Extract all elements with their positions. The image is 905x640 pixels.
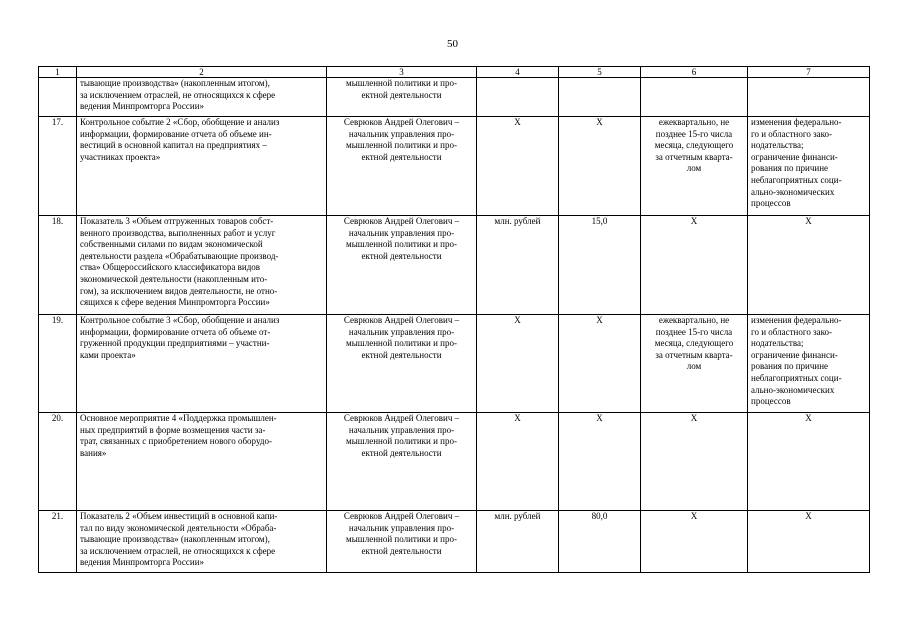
row-responsible: Севрюков Андрей Олегович – начальник управления про- мышленной политики и про- ектной деятельности — [343, 413, 460, 458]
row-unit: Х — [477, 413, 559, 511]
header-cell: 5 — [559, 67, 641, 78]
header-cell: 7 — [748, 67, 870, 78]
row-number: 21. — [39, 511, 77, 573]
row-unit: млн. рублей — [477, 511, 559, 573]
row-responsible: Севрюков Андрей Олегович – начальник управления про- мышленной политики и про- ектной деятельности — [343, 315, 460, 360]
row-responsible: мышленной политики и про- ектной деятельности — [346, 78, 457, 100]
row-period: ежеквартально, не позднее 15-го числа месяца, следующего за отчетным кварта- лом — [654, 315, 734, 372]
row-description: Основное мероприятие 4 «Поддержка промышлен- ных предприятий в форме возмещения части за- трат, связанных с приобретением нового оборудо- вания» — [80, 413, 277, 458]
row-number: 20. — [39, 413, 77, 511]
row-risk: Х — [805, 216, 812, 226]
row-responsible: Севрюков Андрей Олегович – начальник управления про- мышленной политики и про- ектной деятельности — [343, 511, 460, 556]
row-period: Х — [690, 413, 698, 423]
row-value — [559, 78, 641, 117]
row-description: Показатель 2 «Объем инвестиций в основной капи- тал по виду экономической деятельности «Обраба- тывающие производства» (накопленным итогом), за исключением отраслей, не относящихся к сфере ведения Минпромторга России» — [80, 511, 278, 568]
table-row — [39, 315, 870, 413]
row-description: Контрольное событие 2 «Сбор, обобщение и анализ информации, формирование отчета об объеме ин- вестиций в основной капитал на предприятиях – участниках проекта» — [80, 117, 280, 162]
header-row — [39, 67, 870, 78]
row-value: 80,0 — [559, 511, 641, 573]
measures-table — [38, 66, 870, 573]
table-row — [39, 511, 870, 573]
row-value: Х — [559, 315, 641, 413]
row-number: 18. — [39, 216, 77, 315]
row-responsible: Севрюков Андрей Олегович – начальник управления про- мышленной политики и про- ектной деятельности — [343, 117, 460, 162]
row-description: Показатель 3 «Объем отгруженных товаров собст- венного производства, выполненных работ и услуг собственными силами по видам экономической деятельности раздела «Обрабатывающие производ- ства» Общероссийского классификатора видов экономической деятельности (накопленным ито- гом), за исключением видов деятельности, не отно- сящихся к сфере ведения Минпромторга России» — [80, 216, 279, 308]
header-cell: 3 — [327, 67, 477, 78]
row-description: Контрольное событие 3 «Сбор, обобщение и анализ информации, формирование отчета об объеме от- груженной продукции предприятиями – участни- ками проекта» — [80, 315, 280, 360]
row-value: Х — [559, 117, 641, 216]
page-number: 50 — [447, 38, 458, 50]
row-period: Х — [690, 511, 698, 521]
header-cell: 2 — [77, 67, 327, 78]
row-unit: Х — [477, 315, 559, 413]
row-value: Х — [559, 413, 641, 511]
row-number — [39, 78, 77, 117]
row-risk: изменения федерально- го и областного зако- нодательства; ограничение финанси- рования по причине неблагоприятных соци- ально-экономических процессов — [751, 315, 842, 407]
row-responsible: Севрюков Андрей Олегович – начальник управления про- мышленной политики и про- ектной деятельности — [343, 216, 460, 261]
row-number: 19. — [39, 315, 77, 413]
row-risk: изменения федерально- го и областного зако- нодательства; ограничение финанси- рования по причине неблагоприятных соци- ально-экономических процессов — [751, 117, 842, 209]
row-number: 17. — [39, 117, 77, 216]
row-unit — [477, 78, 559, 117]
table-row — [39, 216, 870, 315]
row-risk: Х — [805, 511, 812, 521]
row-unit: Х — [477, 117, 559, 216]
table-row — [39, 78, 870, 117]
row-period: Х — [690, 216, 698, 226]
header-cell: 6 — [641, 67, 748, 78]
table-row — [39, 117, 870, 216]
row-description: тывающие производства» (накопленным итогом), за исключением отраслей, не относящихся к сфере ведения Минпромторга России» — [80, 78, 276, 112]
row-risk: Х — [805, 413, 812, 423]
table-row — [39, 413, 870, 511]
row-value: 15,0 — [559, 216, 641, 315]
row-period: ежеквартально, не позднее 15-го числа месяца, следующего за отчетным кварта- лом — [654, 117, 734, 174]
header-cell: 4 — [477, 67, 559, 78]
row-unit: млн. рублей — [477, 216, 559, 315]
header-cell: 1 — [39, 67, 77, 78]
